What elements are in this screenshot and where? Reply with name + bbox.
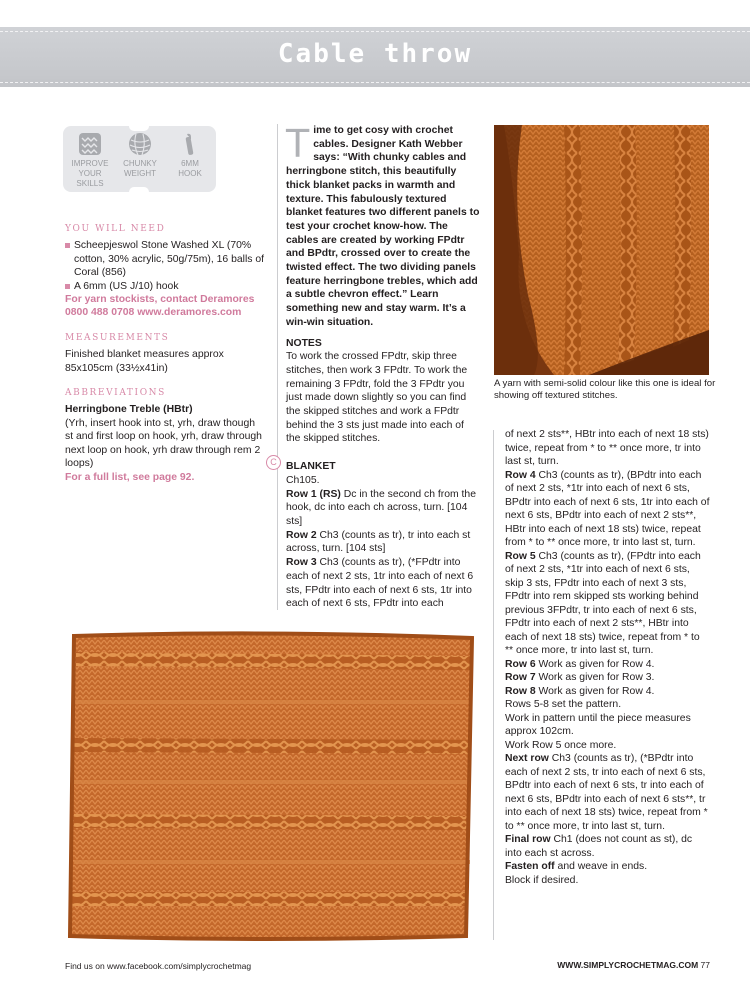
pattern-final-row: Final row Ch1 (does not count as st), dc into each st across. [505, 834, 693, 859]
pattern-until-text: Work in pattern until the piece measures approx 102cm. [505, 712, 691, 737]
pattern-set-text: Rows 5-8 set the pattern. [505, 699, 622, 710]
weight-label-2: WEIGHT [124, 169, 156, 178]
title-banner [0, 27, 750, 87]
column-divider-right [493, 430, 494, 940]
measurements-text: Finished blanket measures approx 85x105cm (33½x41in) [65, 349, 224, 374]
page-number: 77 [700, 960, 710, 970]
yarn-weight-item [115, 131, 165, 179]
pattern-row-1: Row 1 (RS) Dc in the second ch from the hook, dc into each ch across, turn. [104 sts] [286, 488, 476, 527]
abbreviations-heading: ABBREVIATIONS [65, 388, 166, 399]
pattern-start: Ch105. [286, 474, 320, 486]
notes-heading: NOTES [286, 337, 322, 349]
pattern-row-4: Row 4 Ch3 (counts as tr), (BPdtr into each of next 2 sts, *1tr into each of next 6 sts, BPdtr into each of next 6 sts, 1tr into each of next 6 sts, BPdtr into each of next 2 sts**, HBtr into each of next 18 sts) twice, repeat from * to ** once more, tr into last st, turn. [505, 469, 710, 548]
pattern-block: Block if desired. [505, 874, 579, 886]
materials-item-yarn: Scheepjeswol Stone Washed XL (70% cotton, 30% acrylic, 50g/75m), 16 balls of Coral (856) [65, 239, 265, 279]
pattern-row-3: Row 3 Ch3 (counts as tr), (*FPdtr into each of next 2 sts, 1tr into each of next 6 sts, FPdtr into each of next 6 sts, 1tr into each of next 6 sts, FPdtr into each [286, 557, 474, 610]
skill-badge [63, 126, 216, 192]
page-title: Cable throw [277, 39, 473, 69]
notes-text: To work the crossed FPdtr, skip three stitches, then work 3 FPdtr. To work the remaining 3 FPdtr, fold the 3 FPdtr you just made down slightly so you can find the skipped stitches and work a FPdtr behind the 3 sts just made into each of the skipped stitches. [286, 351, 468, 445]
intro-column [286, 124, 481, 611]
skill-label-1: IMPROVE [71, 159, 109, 168]
pattern-fasten-off: Fasten off and weave in ends. [505, 861, 648, 872]
photo-caption: A yarn with semi-solid colour like this one is ideal for showing off textured stitches. [494, 378, 716, 401]
materials-column [65, 223, 265, 484]
crochet-hook-icon [177, 131, 203, 157]
materials-item-hook: A 6mm (US J/10) hook [65, 280, 265, 293]
yarn-ball-icon [127, 131, 153, 157]
finished-blanket-photo [68, 630, 478, 942]
closeup-image [494, 125, 709, 375]
pattern-column [505, 428, 710, 887]
row-3-continued: of next 2 sts**, HBtr into each of next 18 sts) twice, repeat from * to ** once more, tr into last st, turn. [505, 429, 709, 467]
abbreviations-link: For a full list, see page 92. [65, 471, 195, 483]
pattern-row-7: Row 7 Work as given for Row 3. [505, 672, 655, 683]
stitch-swatch-icon [77, 131, 103, 157]
stockists-text: For yarn stockists, contact Deramores 0800 488 0708 www.deramores.com [65, 294, 255, 319]
blanket-closeup-photo [494, 125, 709, 375]
blanket-heading: BLANKET [286, 461, 336, 473]
footer-site [557, 960, 710, 970]
crochet-symbol-mark: C [266, 455, 281, 470]
weight-label-1: CHUNKY [123, 159, 157, 168]
pattern-row-8: Row 8 Work as given for Row 4. [505, 685, 655, 697]
skill-level-item [65, 131, 115, 189]
hook-label-1: 6MM [181, 159, 199, 168]
skill-label-2: YOUR SKILLS [76, 169, 104, 188]
pattern-row-5: Row 5 Ch3 (counts as tr), (FPdtr into each of next 2 sts, *1tr into each of next 6 sts, skip 3 sts, FPdtr into each of next 3 sts, FPdtr into rem skipped sts working behind previous 3FPdtr, tr into each of next 6 sts, FPdtr into each of next 2 sts**, HBtr into each of next 18 sts) twice, repeat from * to ** once more, tr into last st, turn. [505, 550, 701, 656]
intro-text: ime to get cosy with crochet cables. Designer Kath Webber says: “With chunky cables and herringbone stitch, this beautifully thick blanket packs in warmth and texture. This fabulously textured blanket features two different panels to test your crochet know-how. The cables are created by working FPdtr and BPdtr, crossed over to create the twisted effect. The two dividing panels feature herringbone trebles, which add a subtle chevron effect.” Learn something new and stay warm. It’s a win-win situation. [286, 125, 480, 328]
abbreviation-text: (Yrh, insert hook into st, yrh, draw though st and first loop on hook, yrh, draw through next loop on hook, yrh draw through rem 2 loops) [65, 417, 262, 470]
site-url: WWW.SIMPLYCROCHETMAG.COM [557, 960, 699, 970]
footer-facebook: Find us on www.facebook.com/simplycrochetmag [65, 961, 252, 971]
abbreviation-term: Herringbone Treble (HBtr) [65, 404, 193, 416]
pattern-row-6: Row 6 Work as given for Row 4. [505, 658, 655, 670]
measurements-heading: MEASUREMENTS [65, 332, 170, 343]
column-divider [277, 124, 278, 610]
you-will-need-heading: YOU WILL NEED [65, 224, 166, 234]
drop-cap: T [286, 122, 310, 166]
pattern-once-text: Work Row 5 once more. [505, 739, 617, 751]
pattern-next-row: Next row Ch3 (counts as tr), (*BPdtr into each of next 2 sts, tr into each of next 6 sts, BPdtr into each of next 6 sts, tr into each of next 6 sts, BPdtr into each of next 6 sts**, tr into each of next 18 sts) twice, repeat from * to ** once more, tr into last st, turn. [505, 753, 708, 832]
hook-label-2: HOOK [178, 169, 202, 178]
intro-paragraph [286, 124, 481, 330]
pattern-row-2: Row 2 Ch3 (counts as tr), tr into each st across, turn. [104 sts] [286, 529, 471, 555]
hook-size-item [165, 131, 215, 179]
